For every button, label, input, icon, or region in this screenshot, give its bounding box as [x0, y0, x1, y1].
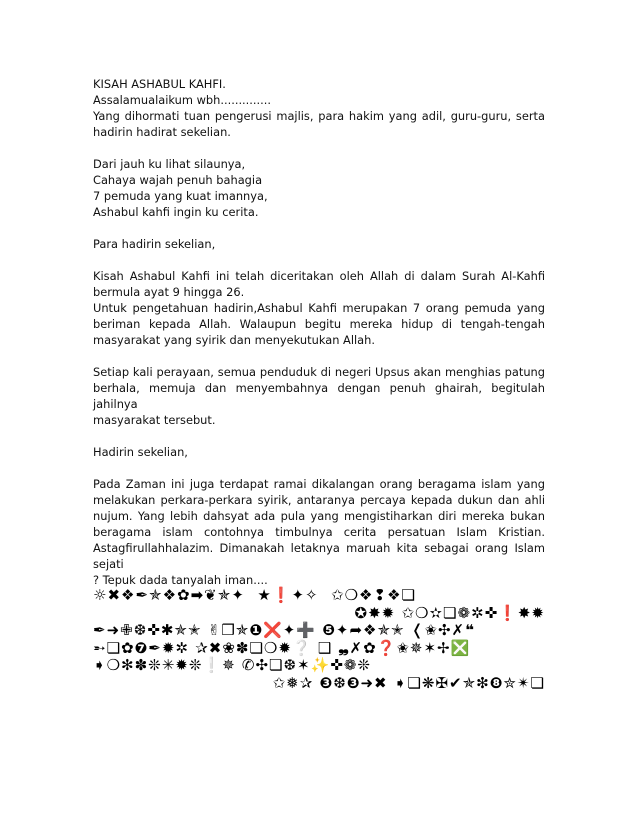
text-line: nujum. Yang lebih dahsyat ada pula yang mengistiharkan diri mereka bukan	[93, 509, 545, 523]
symbol-line: ☼✖❖✒✯❖✿➡❦✯✦ ★❗✦✧ ✩❍❖❢❖❏	[93, 586, 416, 604]
symbol-font-block	[93, 587, 545, 693]
symbol-line: ➧❍✻✽❊✳✹❊❕✵ ✆✣❏❆✶✨✜❁❊	[93, 656, 371, 675]
text-line: Kisah Ashabul Kahfi ini telah diceritakan oleh Allah di dalam Surah Al-Kahfi	[93, 269, 545, 283]
address-line: Hadirin sekelian,	[93, 445, 188, 459]
text-line: berhala, memuja dan menyembahnya dengan penuh ghairah, begitulah jahilnya	[93, 381, 545, 411]
greeting-line: Assalamualaikum wbh..............	[93, 93, 272, 107]
symbol-line: ✒➜✙❆✜✱✯✭ ✌❒✯❶❌✦➕ ❺✦➦❖✯✭ ❬✬✣✗❝	[93, 621, 475, 640]
poem-line: Ashabul kahfi ingin ku cerita.	[93, 205, 259, 219]
text-line: Yang dihormati tuan pengerusi majlis, para hakim yang adil, guru-guru, serta	[93, 109, 545, 123]
text-line: masyarakat tersebut.	[93, 413, 216, 427]
paragraph-perayaan	[93, 364, 545, 428]
symbol-line: ✩❅✰ ❸❆❸➜✖ ➧❏❋✠✔✯❇❽✮✴❏	[272, 673, 545, 692]
paragraph-zaman	[93, 476, 545, 588]
symbol-line: ➵❏✿❼✒✹✲ ✰✖❀✽❏❍✹❔ ❑ ❠✗✿❓✬✵✶✢❎	[93, 638, 471, 657]
symbol-line: ✪✸✹ ✩❍✫❏❁✲✜❗✸✹	[354, 603, 545, 622]
text-line: ? Tepuk dada tanyalah iman....	[93, 573, 268, 587]
poem-line: 7 pemuda yang kuat imannya,	[93, 189, 268, 203]
text-line: melakukan perkara-perkara syirik, antaranya percaya kepada dukun dan ahli	[93, 493, 545, 507]
paragraph-surah	[93, 268, 545, 348]
text-line: Pada Zaman ini juga terdapat ramai dikalangan orang beragama islam yang	[93, 477, 545, 491]
text-line: beriman kepada Allah. Walaupun begitu mereka hidup di tengah-tengah	[93, 317, 545, 331]
poem-line: Dari jauh ku lihat silaunya,	[93, 157, 246, 171]
honor-paragraph	[93, 108, 545, 140]
document-body	[93, 76, 545, 604]
poem-stanza	[93, 156, 545, 220]
text-line: hadirin hadirat sekelian.	[93, 125, 231, 139]
text-line: Untuk pengetahuan hadirin,Ashabul Kahfi merupakan 7 orang pemuda yang	[93, 301, 545, 315]
document-title: KISAH ASHABUL KAHFI.	[93, 77, 226, 91]
text-line: Astagfirullahhalazim. Dimanakah letaknya maruah kita sebagai orang Islam sejati	[93, 541, 545, 571]
text-line: bermula ayat 9 hingga 26.	[93, 285, 245, 299]
poem-line: Cahaya wajah penuh bahagia	[93, 173, 263, 187]
text-line: masyarakat yang syirik dan menyekutukan Allah.	[93, 333, 375, 347]
address-line: Para hadirin sekelian,	[93, 237, 216, 251]
text-line: beragama islam contohnya timbulnya cerita persatuan Islam Kristian.	[93, 525, 545, 539]
text-line: Setiap kali perayaan, semua penduduk di negeri Upsus akan menghias patung	[93, 365, 545, 379]
